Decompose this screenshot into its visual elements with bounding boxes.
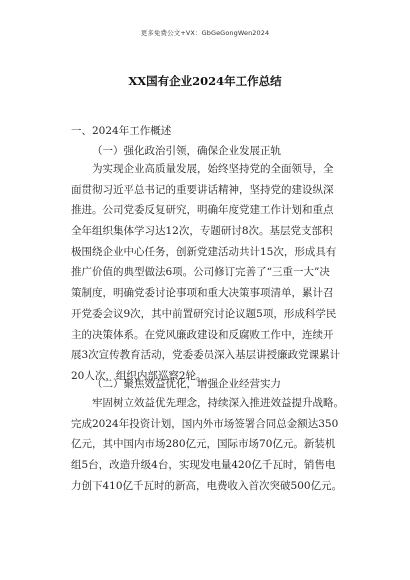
paragraph-line: 全年组织集体学习达12次，专题研讨8次。基层党支部积 [71, 225, 333, 238]
paragraph-line: 推进。公司党委反复研究，明确年度党建工作计划和重点 [71, 204, 334, 217]
paragraph-line: 组5台，改造升级4台，实现发电量420亿千瓦时，销售电 [71, 459, 336, 472]
paragraph-line: 开党委会议9次，其中前置研究讨论议题5项，形成科学民 [71, 307, 337, 320]
paragraph-line: 主的决策体系。在党风廉政建设和反腐败工作中，连续开 [71, 328, 334, 341]
paragraph [71, 159, 355, 387]
paragraph-line: 亿元，其中国内市场280亿元，国际市场70亿元。新装机 [71, 438, 336, 451]
paragraph-line: 完成2024年投资计划，国内外市场签署合同总金额达350 [71, 417, 339, 430]
section-heading: 一、2024年工作概述 [71, 125, 172, 137]
document-title: XX国有企业2024年工作总结 [128, 74, 282, 88]
subsection-heading: （一）强化政治引领，确保企业发展正轨 [92, 145, 281, 157]
paragraph-line: 展3次宣传教育活动，党委委员深入基层讲授廉政党课累计 [71, 349, 341, 362]
paragraph-line: 20人次，组织内部巡察2轮。 [71, 369, 207, 382]
paragraph-line: 推广价值的典型做法6项。公司修订完善了“三重一大”决 [71, 266, 330, 279]
paragraph-line: 牢固树立效益优先理念，持续深入推进效益提升战略。 [92, 397, 344, 409]
paragraph-line: 为实现企业高质量发展，始终坚持党的全面领导，全 [92, 163, 334, 175]
paragraph-line: 力创下410亿千瓦时的新高，电费收入首次突破500亿元。 [71, 479, 343, 492]
paragraph [71, 393, 355, 496]
subsection-heading: （二）聚焦效益优化，增强企业经营实力 [92, 378, 281, 390]
paragraph-line: 面贯彻习近平总书记的重要讲话精神，坚持党的建设纵深 [71, 183, 334, 196]
paragraph-line: 策制度，明确党委讨论事项和重大决策事项清单，累计召 [71, 287, 334, 300]
paragraph-line: 极围绕企业中心任务，创新党建活动共计15次，形成具有 [71, 245, 337, 258]
header-note: 更多免费公文+VX：GbGeGongWen2024 [140, 29, 270, 37]
